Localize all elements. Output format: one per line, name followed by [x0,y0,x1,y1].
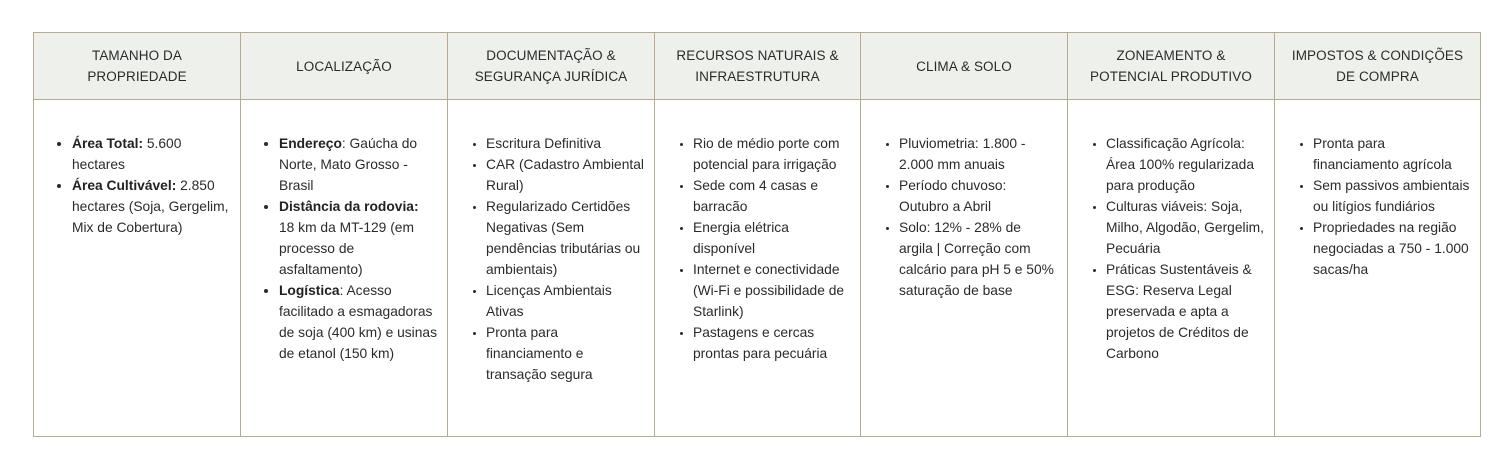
list-item: • Energia elétrica disponível [693,217,850,259]
list-zoneamento [1092,133,1264,364]
list-item [279,133,437,196]
cell-documentacao [448,100,655,437]
item-label: Endereço [279,136,342,151]
header-localizacao [241,33,448,100]
list-item [72,175,230,238]
item-text: : Acesso facilitado a esmagadoras de soja (400 km) e usinas de etanol (150 km) [279,283,437,361]
header-impostos-line1: IMPOSTOS & CONDIÇÕES [1291,48,1464,63]
list-item: • Pronta para financiamento e transação segura [486,322,644,385]
list-recursos [679,133,850,364]
header-impostos [1275,33,1481,100]
cell-tamanho [34,100,241,437]
list-impostos [1299,133,1470,280]
list-item: • Práticas Sustentáveis & ESG: Reserva Legal preservada e apta a projetos de Créditos de Carbono [1106,259,1264,364]
header-zoneamento-line2: POTENCIAL PRODUTIVO [1090,69,1252,84]
header-zoneamento-line1: ZONEAMENTO & [1116,48,1226,63]
list-item: • CAR (Cadastro Ambiental Rural) [486,154,644,196]
property-info-table [33,32,1481,437]
list-item: • Período chuvoso: Outubro a Abril [899,175,1057,217]
header-recursos-line2: INFRAESTRUTURA [695,69,820,84]
item-text: 2.850 hectares (Soja, Gergelim, Mix de Cobertura) [72,178,229,235]
list-tamanho [58,133,230,238]
header-recursos-line1: RECURSOS NATURAIS & [676,48,839,63]
header-tamanho [34,33,241,100]
header-documentacao [448,33,655,100]
list-item: • Classificação Agrícola: Área 100% regularizada para produção [1106,133,1264,196]
header-impostos-line2: DE COMPRA [1336,69,1419,84]
header-clima [861,33,1068,100]
cell-localizacao [241,100,448,437]
list-item: • Sem passivos ambientais ou litígios fundiários [1313,175,1470,217]
list-item [72,133,230,175]
header-row [34,33,1481,100]
item-label: Distância da rodovia: [279,199,419,214]
header-localizacao-line1: LOCALIZAÇÃO [296,58,392,74]
header-recursos [655,33,861,100]
list-item: • Rio de médio porte com potencial para irrigação [693,133,850,175]
item-text: : Gaúcha do Norte, Mato Grosso - Brasil [279,136,418,193]
header-zoneamento [1068,33,1275,100]
list-item: • Regularizado Certidões Negativas (Sem pendências tributárias ou ambientais) [486,196,644,280]
list-item: • Licenças Ambientais Ativas [486,280,644,322]
list-item: • Pastagens e cercas prontas para pecuária [693,322,850,364]
cell-impostos [1275,100,1481,437]
list-localizacao [265,133,437,364]
item-text: 18 km da MT-129 (em processo de asfaltamento) [279,220,414,277]
list-clima [885,133,1057,301]
item-label: Logística [279,283,340,298]
header-clima-line1: CLIMA & SOLO [916,58,1012,74]
list-item: • Sede com 4 casas e barracão [693,175,850,217]
item-text: 5.600 hectares [72,136,182,172]
cell-recursos [655,100,861,437]
header-documentacao-line1: DOCUMENTAÇÃO & [486,48,616,63]
list-item: • Propriedades na região negociadas a 750 - 1.000 sacas/ha [1313,217,1470,280]
item-label: Área Cultivável: [72,178,177,193]
list-item: • Escritura Definitiva [486,133,644,154]
content-row [34,100,1481,437]
list-item: • Solo: 12% - 28% de argila | Correção com calcário para pH 5 e 50% saturação de base [899,217,1057,301]
list-item [279,196,437,280]
cell-zoneamento [1068,100,1275,437]
header-tamanho-line2: PROPRIEDADE [87,69,187,84]
header-documentacao-line2: SEGURANÇA JURÍDICA [474,69,628,84]
list-documentacao [472,133,644,385]
list-item: • Internet e conectividade (Wi-Fi e possibilidade de Starlink) [693,259,850,322]
cell-clima [861,100,1068,437]
list-item: • Culturas viáveis: Soja, Milho, Algodão, Gergelim, Pecuária [1106,196,1264,259]
header-tamanho-line1: TAMANHO DA [91,48,182,63]
list-item [279,280,437,364]
list-item: • Pluviometria: 1.800 - 2.000 mm anuais [899,133,1057,175]
item-label: Área Total: [72,136,144,151]
list-item: • Pronta para financiamento agrícola [1313,133,1470,175]
